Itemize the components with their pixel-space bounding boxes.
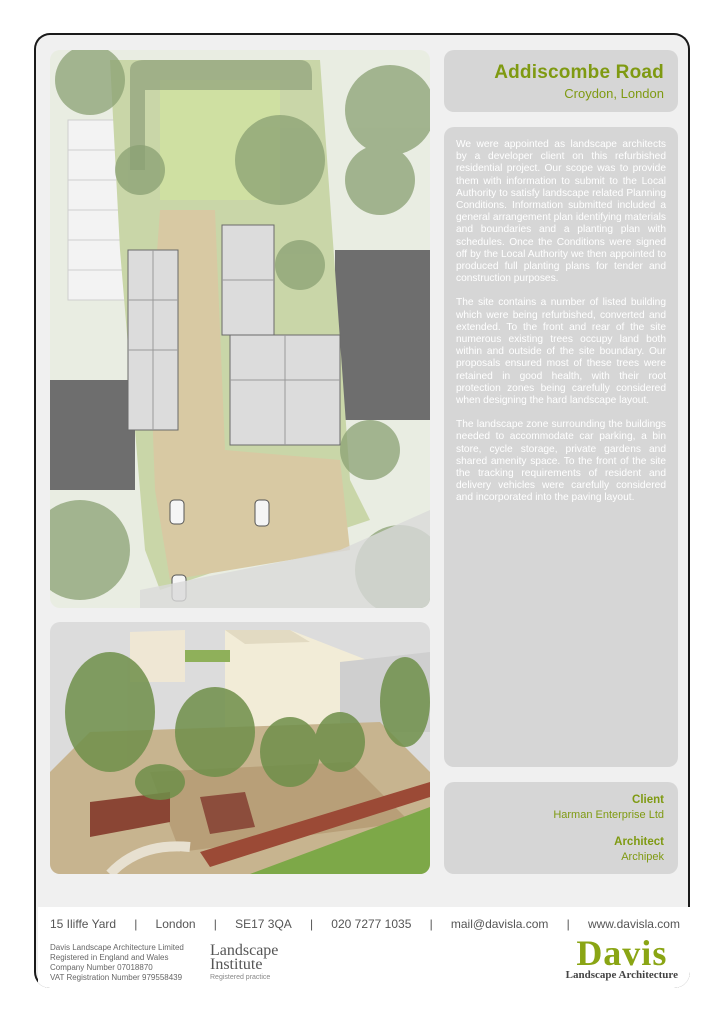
- vat-number: VAT Registration Number 979558439: [50, 973, 183, 982]
- company-number: Company Number 07018870: [50, 963, 153, 972]
- email-link[interactable]: mail@davisla.com: [450, 917, 549, 931]
- company-details: [50, 943, 184, 983]
- architect-value: Archipek: [621, 851, 664, 863]
- separator: |: [213, 917, 217, 931]
- description-paragraph-2: The site contains a number of listed building which were being refurbished, converted and extended. To the front and rear of the site numerous existing trees occupy land both within and outside of the site boundary. Our proposals ensured most of these trees were retained in good health, with their root protection zones being carefully considered when designing the hard landscape layout.: [456, 297, 666, 407]
- separator: |: [566, 917, 570, 931]
- client-value: Harman Enterprise Ltd: [553, 809, 664, 821]
- landscape-institute-logo: Landscape Institute Registered practice: [210, 942, 279, 981]
- perspective-render-image: [50, 622, 430, 874]
- description-panel: [444, 127, 678, 767]
- separator: |: [429, 917, 433, 931]
- title-panel: [444, 50, 678, 112]
- site-plan-image: [50, 50, 430, 608]
- project-title: Addiscombe Road: [494, 62, 664, 83]
- address-street: 15 Iliffe Yard: [50, 917, 117, 931]
- architect-label: Architect: [614, 836, 664, 848]
- description-paragraph-1: We were appointed as landscape architects by a developer client on this refurbished residential project. Our scope was to provide them with information to submit to the Local Authority to satisfy landscape related Planning Conditions. Information submitted included a general arrangement plan identifying materials and boundaries and a planting plan with schedules. Once the Conditions were signed off by the Local Authority we then appointed to produced full planting plans for tender and construction purposes.: [456, 139, 666, 285]
- page-frame: [34, 33, 690, 988]
- company-registration: Registered in England and Wales: [50, 953, 169, 962]
- davis-logo: Davis Landscape Architecture: [565, 933, 678, 981]
- address-city: London: [155, 917, 196, 931]
- separator: |: [309, 917, 314, 931]
- footer: [38, 907, 690, 988]
- project-location: Croydon, London: [564, 86, 664, 101]
- address-postcode: SE17 3QA: [235, 917, 292, 931]
- separator: |: [134, 917, 138, 931]
- page-inner: [36, 35, 688, 986]
- client-label: Client: [632, 794, 664, 806]
- contact-line: [50, 917, 680, 931]
- website-link[interactable]: www.davisla.com: [587, 917, 680, 931]
- company-name: Davis Landscape Architecture Limited: [50, 943, 184, 952]
- credits-panel: [444, 782, 678, 874]
- description-paragraph-3: The landscape zone surrounding the buildings needed to accommodate car parking, a bin store, cycle storage, private gardens and shared amenity space. To the front of the site the tracking requirements of resident and delivery vehicles were carefully considered and incorporated into the paving layout.: [456, 419, 666, 504]
- phone-number: 020 7277 1035: [331, 917, 412, 931]
